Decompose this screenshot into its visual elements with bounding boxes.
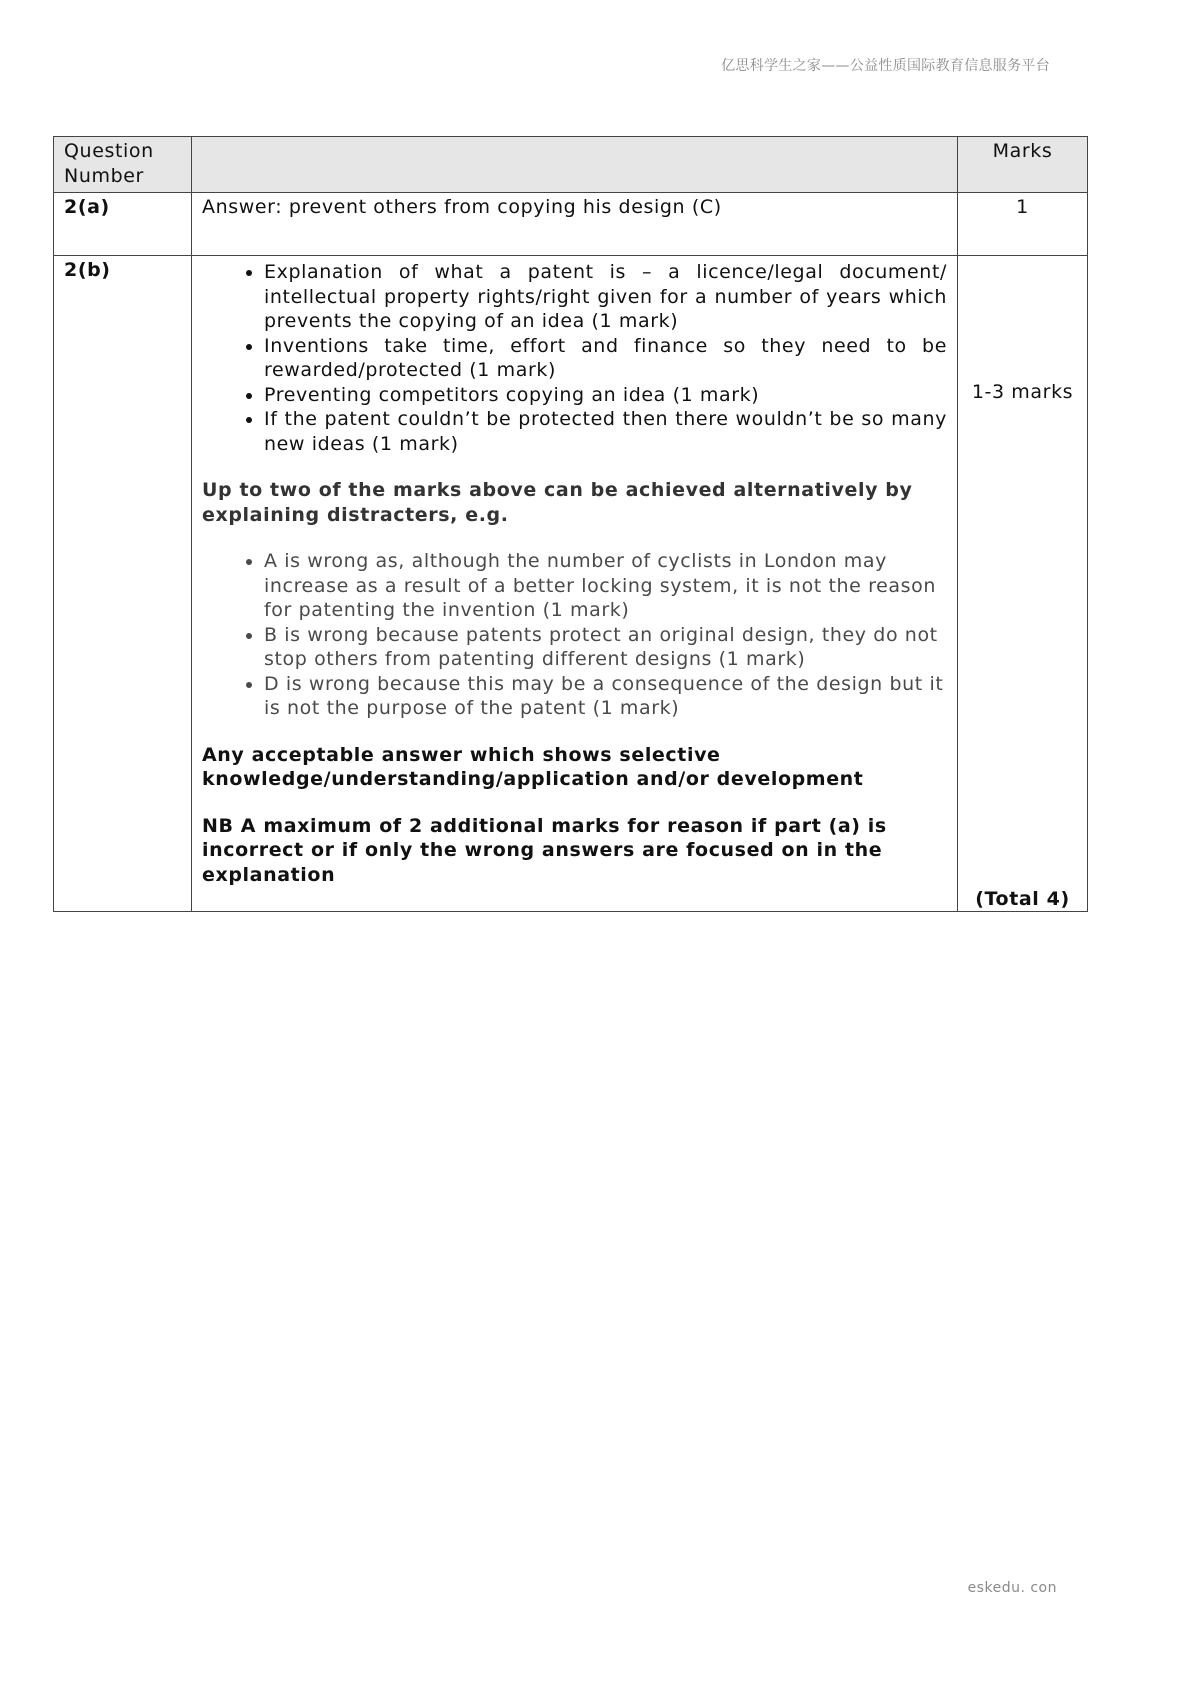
alternative-marks-note: Up to two of the marks above can be achieved alternatively by explaining distracters, e.g. [202, 479, 913, 526]
marks-cell [958, 256, 1088, 912]
mark-scheme-table [53, 136, 1088, 912]
list-item: • D is wrong because this may be a consequence of the design but it is not the purpose of the patent (1 mark) [264, 672, 947, 721]
list-item: • Inventions take time, effort and finance so they need to be rewarded/protected (1 mark) [264, 334, 947, 383]
answer-text: Answer: prevent others from copying his design (C) [192, 193, 958, 256]
list-item: • Preventing competitors copying an idea (1 mark) [264, 383, 947, 408]
acceptable-answer-note: Any acceptable answer which shows selective knowledge/understanding/application and/or development [202, 743, 864, 790]
nb-note: NB A maximum of 2 additional marks for reason if part (a) is incorrect or if only the wrong answers are focused on in the explanation [202, 814, 887, 886]
list-item: • A is wrong as, although the number of cyclists in London may increase as a result of a better locking system, it is not the reason for patenting the invention (1 mark) [264, 549, 947, 623]
list-item: • B is wrong because patents protect an original design, they do not stop others from patenting different designs (1 mark) [264, 623, 947, 672]
list-item: • Explanation of what a patent is – a licence/legal document/ intellectual property rights/right given for a number of years which prevents the copying of an idea (1 mark) [264, 260, 947, 334]
table-row [54, 256, 1088, 912]
question-number-header: Question Number [54, 137, 192, 193]
marks-header: Marks [958, 137, 1088, 193]
marks-range: 1-3 marks [971, 381, 1074, 403]
table-header-row [54, 137, 1088, 193]
marking-points-list [202, 260, 947, 456]
table-row [54, 193, 1088, 256]
answer-content [192, 256, 958, 912]
total-marks: (Total 4) [975, 887, 1070, 910]
marks-value: 1 [958, 193, 1088, 256]
list-item: • If the patent couldn’t be protected then there wouldn’t be so many new ideas (1 mark) [264, 407, 947, 456]
question-number: 2(b) [54, 256, 192, 912]
content-header [192, 137, 958, 193]
footer-note: eskedu. con [967, 1580, 1057, 1596]
question-number: 2(a) [54, 193, 192, 256]
header-note: 亿思科学生之家——公益性质国际教育信息服务平台 [721, 58, 1050, 74]
distracters-list [202, 549, 947, 721]
